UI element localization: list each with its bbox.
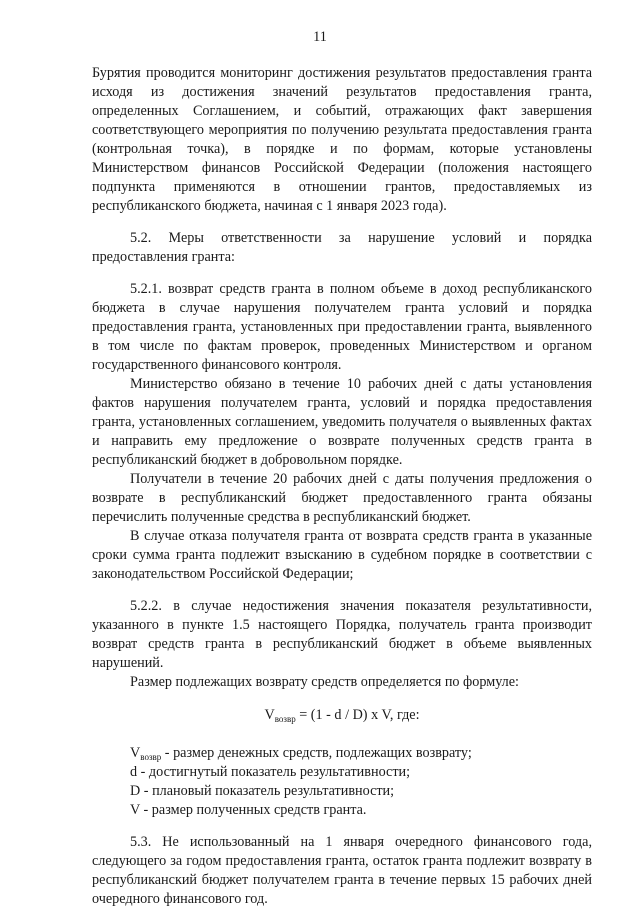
definition-v-letter: V — [130, 745, 141, 761]
formula-expression: = (1 - d / D) x V, где: — [295, 707, 420, 723]
definition-v-text: - размер денежных средств, подлежащих возврату; — [161, 745, 472, 761]
paragraph-5-2-1: 5.2.1. возврат средств гранта в полном объеме в доход республиканского бюджета в случае нарушения получателем гранта условий и порядка предоставления гранта, установленных при предоставлении гранта, выявленного в том числе по фактам проверок, проведенных Министерством и органом государственного финансового контроля. — [92, 281, 592, 373]
definition-v-refund — [92, 744, 592, 763]
page-number: 11 — [313, 29, 327, 45]
document-body — [92, 64, 592, 909]
paragraph-5-2-2: 5.2.2. в случае недостижения значения показателя результативности, указанного в пункте 1.5 настоящего Порядка, получатель гранта производит возврат средств гранта в республиканский бюджет в объеме выявленных нарушений. — [92, 598, 592, 671]
definition-v-subscript: возвр — [140, 752, 162, 762]
paragraph-recipients-deadline: Получатели в течение 20 рабочих дней с даты получения предложения о возврате в республиканский бюджет предоставленного гранта обязаны перечислить полученные средства в республиканский бюджет. — [92, 471, 592, 525]
definition-d-planned: D - плановый показатель результативности; — [130, 783, 395, 799]
paragraph-monitoring: Бурятия проводится мониторинг достижения результатов предоставления гранта исходя из достижения значений результатов предоставления гранта, определенных Соглашением, и событий, отражающих факт завершения соответствующего мероприятия по получению результата предоставления гранта (контрольная точка), в порядке и по формам, которые установлены Министерством финансов Российской Федерации (положения настоящего подпункта применяются в отношении грантов, предоставляемых из республиканского бюджета, начиная с 1 января 2023 года). — [92, 65, 592, 214]
definition-v-received: V - размер полученных средств гранта. — [130, 802, 367, 818]
paragraph-refusal: В случае отказа получателя гранта от возврата средств гранта в указанные сроки сумма гранта подлежит взысканию в судебном порядке в соответствии с законодательством Российской Федерации; — [92, 528, 592, 582]
refund-formula — [92, 706, 592, 725]
definition-d-achieved: d - достигнутый показатель результативности; — [130, 764, 411, 780]
paragraph-5-3: 5.3. Не использованный на 1 января очередного финансового года, следующего за годом предоставления гранта, остаток гранта подлежит возврату в республиканский бюджет получателем гранта в течение первых 15 рабочих дней очередного финансового год. — [92, 834, 592, 907]
paragraph-formula-intro: Размер подлежащих возврату средств определяется по формуле: — [130, 674, 519, 690]
paragraph-ministry-obligation: Министерство обязано в течение 10 рабочих дней с даты установления фактов нарушения получателем гранта, условий и порядка предоставления гранта, установленных соглашением, уведомить получателя о выявленных фактах и направить ему предложение о возврате полученных средств гранта в республиканский бюджет в добровольном порядке. — [92, 376, 592, 468]
formula-subscript: возвр — [274, 714, 296, 724]
paragraph-5-2: 5.2. Меры ответственности за нарушение условий и порядка предоставления гранта: — [92, 230, 592, 265]
formula-variable: V — [264, 707, 275, 723]
